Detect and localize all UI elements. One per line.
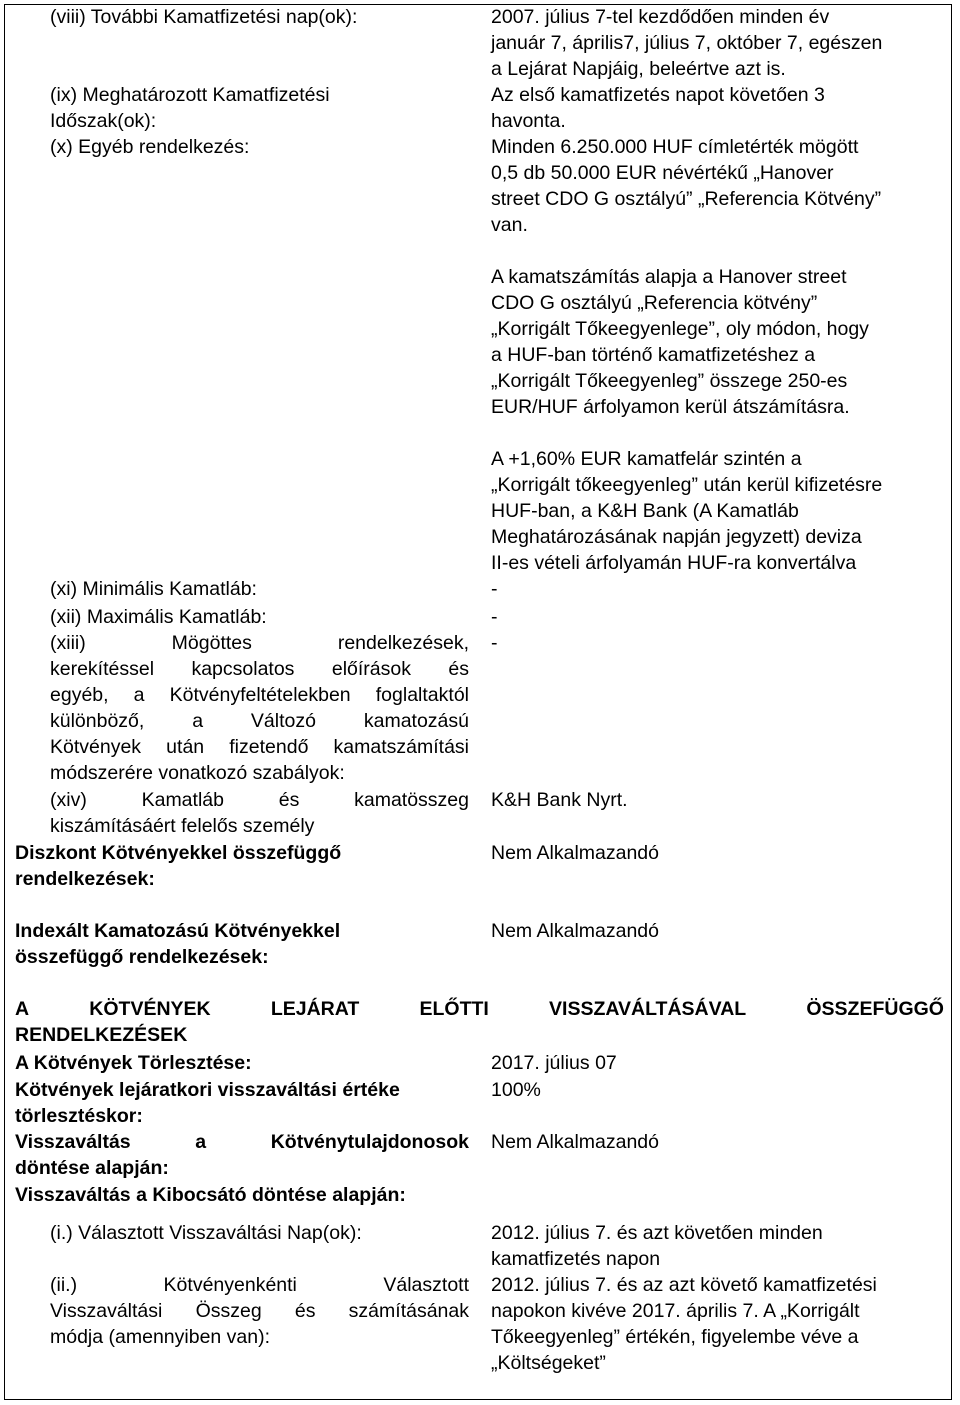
row-viii-label: (viii) További Kamatfizetési nap(ok): [50, 6, 358, 28]
row-ix-label: (ix) Meghatározott Kamatfizetési Időszak(ok): [50, 84, 330, 132]
maturity-redemption-label: Kötvények lejáratkori visszaváltási értéke törlesztéskor: [15, 1079, 400, 1127]
row-xiii-label: (xiii) Mögöttes rendelkezések, kerekítéssel kapcsolatos előírások és egyéb, a Kötvényfeltételekben foglaltaktól különböző, a Változó kamatozású Kötvények után fizetendő kamatszámítási módszerére vonatkozó szabályok: [50, 632, 469, 784]
row-ii-label: (ii.) Kötvényenkénti Választott Visszaváltási Összeg és számításának módja (amennyiben van): [50, 1274, 469, 1348]
row-ix-value: Az első kamatfizetés napot követően 3 havonta. [491, 84, 825, 132]
discount-bonds-value: Nem Alkalmazandó [491, 842, 659, 864]
row-x-value-p2: A kamatszámítás alapja a Hanover street CDO G osztályú „Referencia kötvény” „Korrigált Tőkeegyenlege”, oly módon, hogy a HUF-ban történő kamatfizetéshez a „Korrigált Tőkeegyenleg” összege 250-es EUR/HUF árfolyamon kerül átszámításra. [491, 266, 869, 418]
holder-redemption-value: Nem Alkalmazandó [491, 1131, 659, 1153]
indexed-bonds-label: Indexált Kamatozású Kötvényekkel összefüggő rendelkezések: [15, 920, 341, 968]
maturity-redemption-value: 100% [491, 1079, 541, 1101]
discount-bonds-label: Diszkont Kötvényekkel összefüggő rendelkezések: [15, 842, 342, 890]
row-xi-label: (xi) Minimális Kamatláb: [50, 578, 257, 600]
holder-redemption-label: Visszaváltás a Kötvénytulajdonosok döntése alapján: [15, 1131, 469, 1179]
row-viii-value: 2007. július 7-tel kezdődően minden év január 7, április7, július 7, október 7, egészen a Lejárat Napjáig, beleértve azt is. [491, 6, 883, 80]
row-xi-value: - [491, 578, 498, 600]
row-xii-value: - [491, 606, 498, 628]
row-xii-label: (xii) Maximális Kamatláb: [50, 606, 267, 628]
row-xiii-value: - [491, 632, 498, 654]
issuer-redemption-label: Visszaváltás a Kibocsátó döntése alapján: [15, 1184, 406, 1206]
row-x-label: (x) Egyéb rendelkezés: [50, 136, 250, 158]
redemption-value: 2017. július 07 [491, 1052, 617, 1074]
row-x-value-p3: A +1,60% EUR kamatfelár szintén a „Korrigált tőkeegyenleg” után kerül kifizetésre HUF-ban, a K&H Bank (A Kamatláb Meghatározásának napján jegyzett) deviza II-es vételi árfolyamán HUF-ra konvertálva [491, 448, 883, 574]
section-heading: A KÖTVÉNYEK LEJÁRAT ELŐTTI VISSZAVÁLTÁSÁVAL ÖSSZEFÜGGŐ RENDELKEZÉSEK [15, 998, 944, 1046]
row-ii-value: 2012. július 7. és az azt követő kamatfizetési napokon kivéve 2017. április 7. A „Korrigált Tőkeegyenleg” értékén, figyelembe véve a „Költségeket” [491, 1274, 877, 1374]
redemption-label: A Kötvények Törlesztése: [15, 1052, 252, 1074]
row-i-value: 2012. július 7. és azt követően minden kamatfizetés napon [491, 1222, 823, 1270]
row-xiv-value: K&H Bank Nyrt. [491, 789, 628, 811]
row-x-value-p1: Minden 6.250.000 HUF címletérték mögött 0,5 db 50.000 EUR névértékű „Hanover street CDO G osztályú” „Referencia Kötvény” van. [491, 136, 882, 236]
row-i-label: (i.) Választott Visszaváltási Nap(ok): [50, 1222, 362, 1244]
indexed-bonds-value: Nem Alkalmazandó [491, 920, 659, 942]
row-xiv-label: (xiv) Kamatláb és kamatösszeg kiszámításáért felelős személy [50, 789, 469, 837]
